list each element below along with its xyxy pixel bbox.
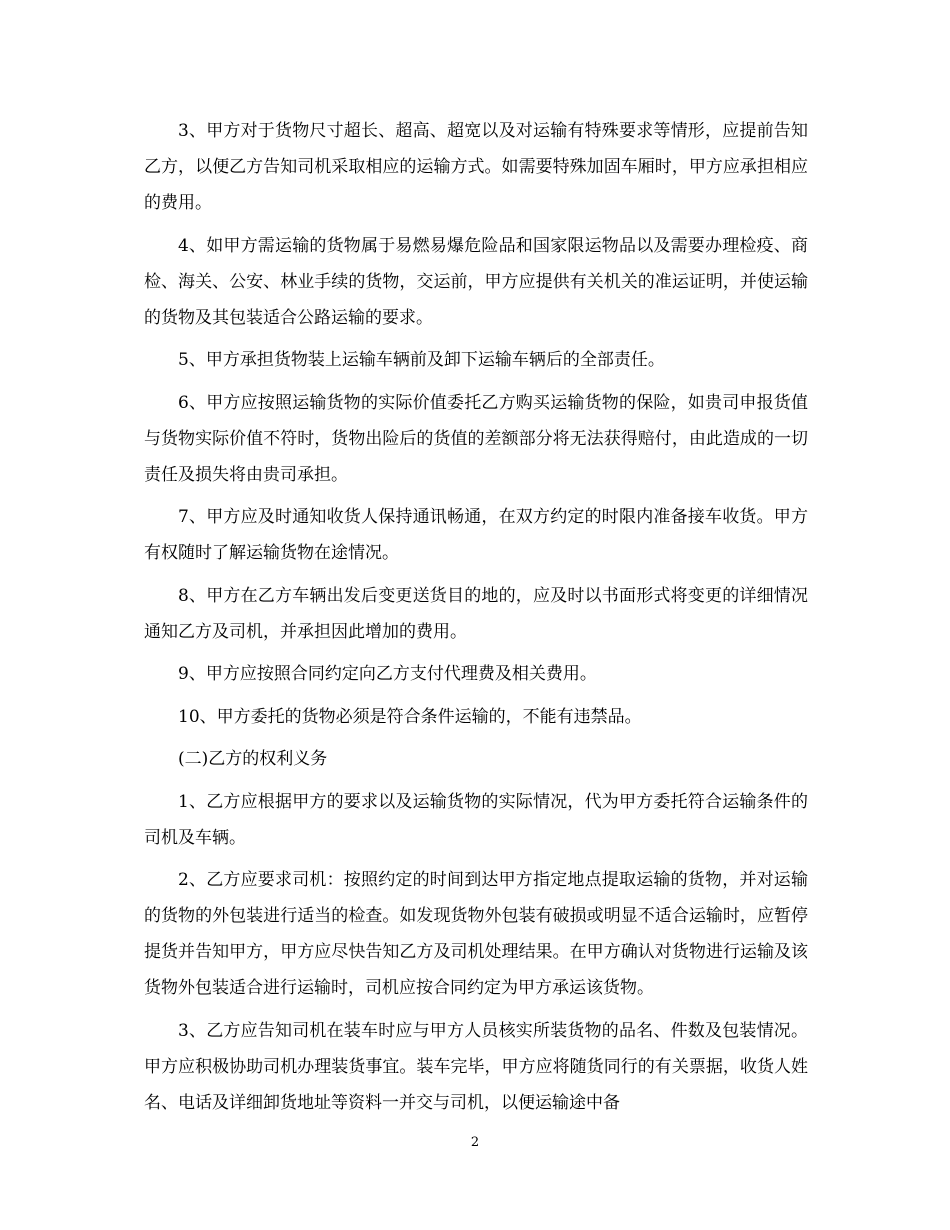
paragraph-party-b-3: 3、乙方应告知司机在装车时应与甲方人员核实所装货物的品名、件数及包装情况。甲方应积极协助司机办理装货事宜。装车完毕，甲方应将随货同行的有关票据，收货人姓名、电话及详细卸货地址等资料一并交与司机，以便运输途中备 [144,1020,808,1113]
paragraph-clause-3: 3、甲方对于货物尺寸超长、超高、超宽以及对运输有特殊要求等情形，应提前告知乙方，以便乙方告知司机采取相应的运输方式。如需要特殊加固车厢时，甲方应承担相应的费用。 [144,121,808,213]
paragraph-clause-4: 4、如甲方需运输的货物属于易燃易爆危险品和国家限运物品以及需要办理检疫、商检、海关、公安、林业手续的货物，交运前，甲方应提供有关机关的准运证明，并使运输的货物及其包装适合公路运输的要求。 [144,235,808,328]
page-number: 2 [470,1135,480,1150]
page-body [144,113,808,1127]
paragraph-party-b-1: 1、乙方应根据甲方的要求以及运输货物的实际情况，代为甲方委托符合运输条件的司机及车辆。 [144,791,808,848]
paragraph-clause-5: 5、甲方承担货物装上运输车辆前及卸下运输车辆后的全部责任。 [178,350,665,370]
section-heading-party-b: (二)乙方的权利义务 [178,749,328,769]
paragraph-clause-8: 8、甲方在乙方车辆出发后变更送货目的地的，应及时以书面形式将变更的详细情况通知乙方及司机，并承担因此增加的费用。 [144,585,808,642]
paragraph-party-b-2: 2、乙方应要求司机：按照约定的时间到达甲方指定地点提取运输的货物，并对运输的货物的外包装进行适当的检查。如发现货物外包装有破损或明显不适合运输时，应暂停提货并告知甲方，甲方应尽快告知乙方及司机处理结果。在甲方确认对货物进行运输及该货物外包装适合进行运输时，司机应按合同约定为甲方承运该货物。 [144,870,808,998]
paragraph-clause-6: 6、甲方应按照运输货物的实际价值委托乙方购买运输货物的保险，如贵司申报货值与货物实际价值不符时，货物出险后的货值的差额部分将无法获得赔付，由此造成的一切责任及损失将由贵司承担。 [144,392,808,485]
paragraph-clause-9: 9、甲方应按照合同约定向乙方支付代理费及相关费用。 [178,664,597,684]
paragraph-clause-7: 7、甲方应及时通知收货人保持通讯畅通，在双方约定的时限内准备接车收货。甲方有权随时了解运输货物在途情况。 [144,507,808,563]
paragraph-clause-10: 10、甲方委托的货物必须是符合条件运输的，不能有违禁品。 [178,706,642,727]
